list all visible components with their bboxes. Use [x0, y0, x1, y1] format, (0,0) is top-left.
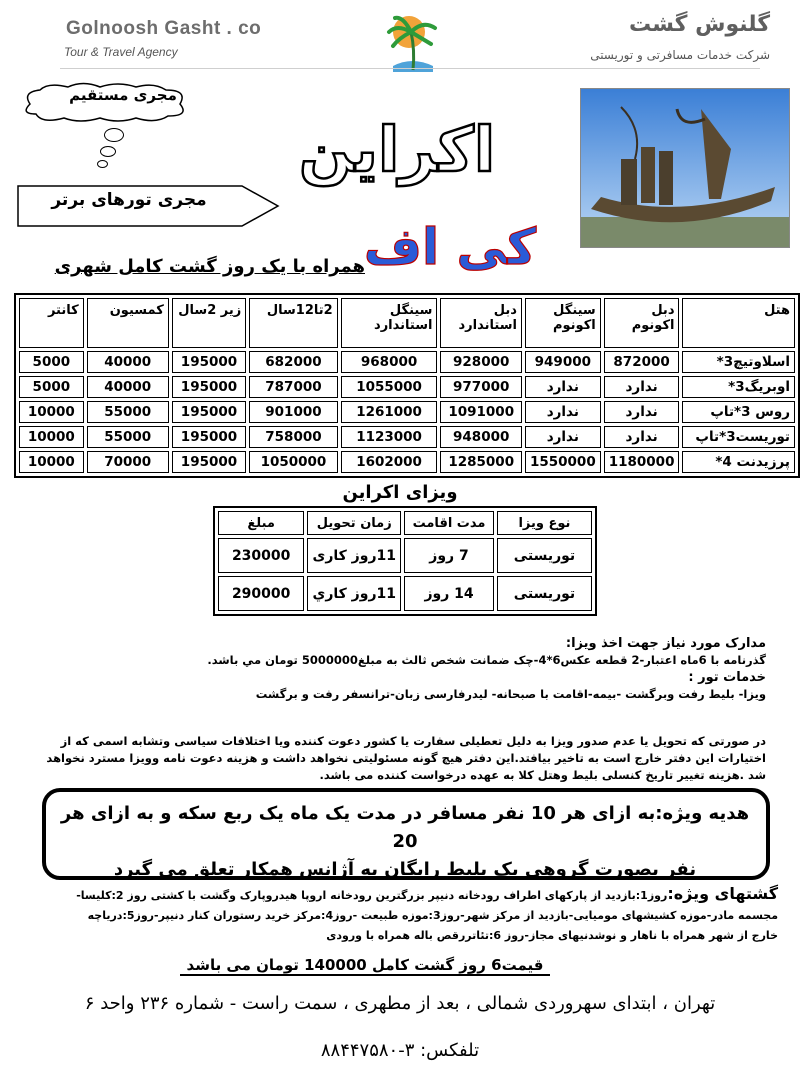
- logo-fa: گلنوش گشت: [628, 12, 770, 37]
- table-cell: 1055000: [341, 376, 438, 398]
- table-row: [218, 576, 592, 611]
- hotel-name-cell: توریست3*تاپ: [682, 426, 795, 448]
- table-cell: ندارد: [525, 426, 601, 448]
- header-divider: [60, 68, 760, 69]
- palm-logo-icon: [383, 10, 441, 76]
- day-trips-line-3: خارج از شهر همراه با ناهار و نوشدنیهای مجاز-روز 6:تئاتررقص باله همراه با ورودی: [326, 929, 778, 942]
- day-trips-heading: گشتهای ویژه:: [667, 884, 778, 903]
- table-row: [19, 426, 795, 448]
- table-cell: 787000: [249, 376, 337, 398]
- table-cell: 7 روز: [404, 538, 494, 573]
- hotel-name-cell: روس 3*تاپ: [682, 401, 795, 423]
- gift-text: [55, 800, 755, 884]
- table-cell: 949000: [525, 351, 601, 373]
- gift-line-2: نفر بصورت گروهی یک بلیط رایگان به آژانس همکار تعلق می گیرد: [113, 859, 697, 880]
- table-cell: ندارد: [604, 376, 680, 398]
- table-cell: 70000: [87, 451, 169, 473]
- table-cell: 14 روز: [404, 576, 494, 611]
- table-cell: 290000: [218, 576, 304, 611]
- table-cell: 1091000: [440, 401, 521, 423]
- table-cell: 968000: [341, 351, 438, 373]
- logo-en-subtitle: Tour & Travel Agency: [64, 45, 178, 59]
- documents-heading: مدارک مورد نیاز جهت اخذ ویزا:: [565, 636, 766, 651]
- disclaimer-text: در صورتی که تحویل یا عدم صدور ویزا به دلیل تعطیلی سفارت یا کشور دعوت کننده ویا اختلافات سیاسی وتشابه اسمی که از اختیارات این دفتر خارج است به تاخیر بیافتد.این دفتر هیچ گونه مسئولیتی نخواهد داشت و هزینه دعوت نامه وویزا مسترد نخواهد شد .هزینه تغییر تاریخ کنسلی بلیط وهتل کلا به عهده درخواست کننده می باشد.: [46, 734, 766, 782]
- hotel-price-table: [14, 293, 800, 478]
- column-header: زمان تحویل: [307, 511, 401, 535]
- column-header: زیر 2سال: [172, 298, 246, 348]
- table-cell: 1550000: [525, 451, 601, 473]
- services-text: ویزا- بلیط رفت وبرگشت -بیمه-اقامت با صبحانه- لیدرفارسی زبان-ترانسفر رفت و برگشت: [255, 687, 766, 701]
- table-row: [19, 376, 795, 398]
- column-header: 2تا12سال: [249, 298, 337, 348]
- column-header: کمسیون: [87, 298, 169, 348]
- phone-fax: تلفکس: ۳-۸۸۴۴۷۵۸۰: [320, 1040, 480, 1061]
- table-cell: 40000: [87, 351, 169, 373]
- table-cell: 195000: [172, 401, 246, 423]
- table-row: [19, 351, 795, 373]
- bubble-dot: [97, 160, 108, 168]
- table-cell: 10000: [19, 426, 84, 448]
- gift-line-1: هدیه ویژه:به ازای هر 10 نفر مسافر در مدت یک ماه یک ربع سکه و به ازای هر 20: [60, 803, 750, 852]
- table-cell: 1602000: [341, 451, 438, 473]
- column-header: نوع ویزا: [497, 511, 592, 535]
- table-cell: 1285000: [440, 451, 521, 473]
- table-cell: 872000: [604, 351, 680, 373]
- table-cell: 40000: [87, 376, 169, 398]
- table-row: [19, 451, 795, 473]
- table-cell: 10000: [19, 401, 84, 423]
- documents-section: [26, 635, 766, 703]
- column-header: سینگل اکونوم: [525, 298, 601, 348]
- table-cell: 977000: [440, 376, 521, 398]
- top-tours-badge: مجری تورهای برتر: [51, 190, 207, 210]
- table-cell: توریستی: [497, 576, 592, 611]
- table-cell: 10000: [19, 451, 84, 473]
- logo-en: Golnoosh Gasht . co: [66, 18, 262, 39]
- column-header: مدت اقامت: [404, 511, 494, 535]
- table-cell: 195000: [172, 376, 246, 398]
- logo-fa-subtitle: شرکت خدمات مسافرتی و توریستی: [590, 48, 770, 62]
- hotel-name-cell: اوبریگ3*: [682, 376, 795, 398]
- bubble-dot: [100, 146, 116, 157]
- kyiv-monument-photo: [580, 88, 790, 248]
- table-cell: 230000: [218, 538, 304, 573]
- table-cell: 1123000: [341, 426, 438, 448]
- table-header-row: [218, 511, 592, 535]
- table-cell: 948000: [440, 426, 521, 448]
- column-header: کانتر: [19, 298, 84, 348]
- table-cell: 11روز کاری: [307, 538, 401, 573]
- table-cell: 55000: [87, 401, 169, 423]
- table-cell: 55000: [87, 426, 169, 448]
- table-cell: 5000: [19, 351, 84, 373]
- column-header: سینگل استاندارد: [341, 298, 438, 348]
- bubble-dot: [104, 128, 124, 142]
- address: تهران ، ابتدای سهروردی شمالی ، بعد از مطهری ، سمت راست - شماره ۲۳۶ واحد ۶: [84, 993, 716, 1014]
- table-cell: ندارد: [525, 376, 601, 398]
- country-title: [262, 105, 532, 195]
- column-header: دبل استاندارد: [440, 298, 521, 348]
- table-cell: 758000: [249, 426, 337, 448]
- table-cell: ندارد: [525, 401, 601, 423]
- table-cell: 1180000: [604, 451, 680, 473]
- visa-title: ویزای اکراین: [342, 482, 458, 503]
- table-cell: 11روز کاري: [307, 576, 401, 611]
- table-cell: ندارد: [604, 426, 680, 448]
- day-trips-line-2: مجسمه مادر-موزه کشیشهای مومیایی-بازدید از مرکز شهر-روز3:موزه طبیعت -روز4:مرکز خرید رستوران کنار دنیپر-روز5:دریاچه: [87, 909, 778, 922]
- table-cell: 195000: [172, 426, 246, 448]
- direct-operator-badge: مجری مستقیم: [69, 86, 177, 104]
- table-cell: 195000: [172, 451, 246, 473]
- table-cell: ندارد: [604, 401, 680, 423]
- column-header: مبلغ: [218, 511, 304, 535]
- table-row: [19, 401, 795, 423]
- table-row: [218, 538, 592, 573]
- city-title-text: کی اف: [363, 218, 537, 276]
- tour-subtitle: همراه با یک روز گشت کامل شهری: [54, 256, 365, 277]
- day-trips-section: [8, 884, 778, 946]
- hotel-name-cell: اسلاوتیچ3*: [682, 351, 795, 373]
- table-cell: 1261000: [341, 401, 438, 423]
- column-header: دبل اکونوم: [604, 298, 680, 348]
- services-heading: خدمات تور :: [688, 670, 766, 685]
- table-cell: 928000: [440, 351, 521, 373]
- column-header: هتل: [682, 298, 795, 348]
- documents-text: گذرنامه با 6ماه اعتبار-2 قطعه عکس6*4-چک ضمانت شخص ثالث به مبلغ5000000 تومان مي باشد.: [207, 653, 766, 667]
- visa-table: [213, 506, 597, 616]
- day-trips-line-1: روز1:بازدید از پارکهای اطراف رودخانه دنیپر بزرگترین رودخانه اروپا هیدروپارک وگشت با کشتی روز 2:کلیسا-: [76, 889, 668, 902]
- table-cell: 5000: [19, 376, 84, 398]
- hotel-name-cell: پرزیدنت 4*: [682, 451, 795, 473]
- table-cell: 901000: [249, 401, 337, 423]
- table-cell: توریستی: [497, 538, 592, 573]
- table-cell: 682000: [249, 351, 337, 373]
- table-cell: 195000: [172, 351, 246, 373]
- table-cell: 1050000: [249, 451, 337, 473]
- city-title: [363, 210, 537, 280]
- country-title-text: اکراین: [298, 113, 496, 186]
- table-header-row: [19, 298, 795, 348]
- tour-price: قیمت6 روز گشت کامل 140000 تومان می باشد: [180, 956, 550, 976]
